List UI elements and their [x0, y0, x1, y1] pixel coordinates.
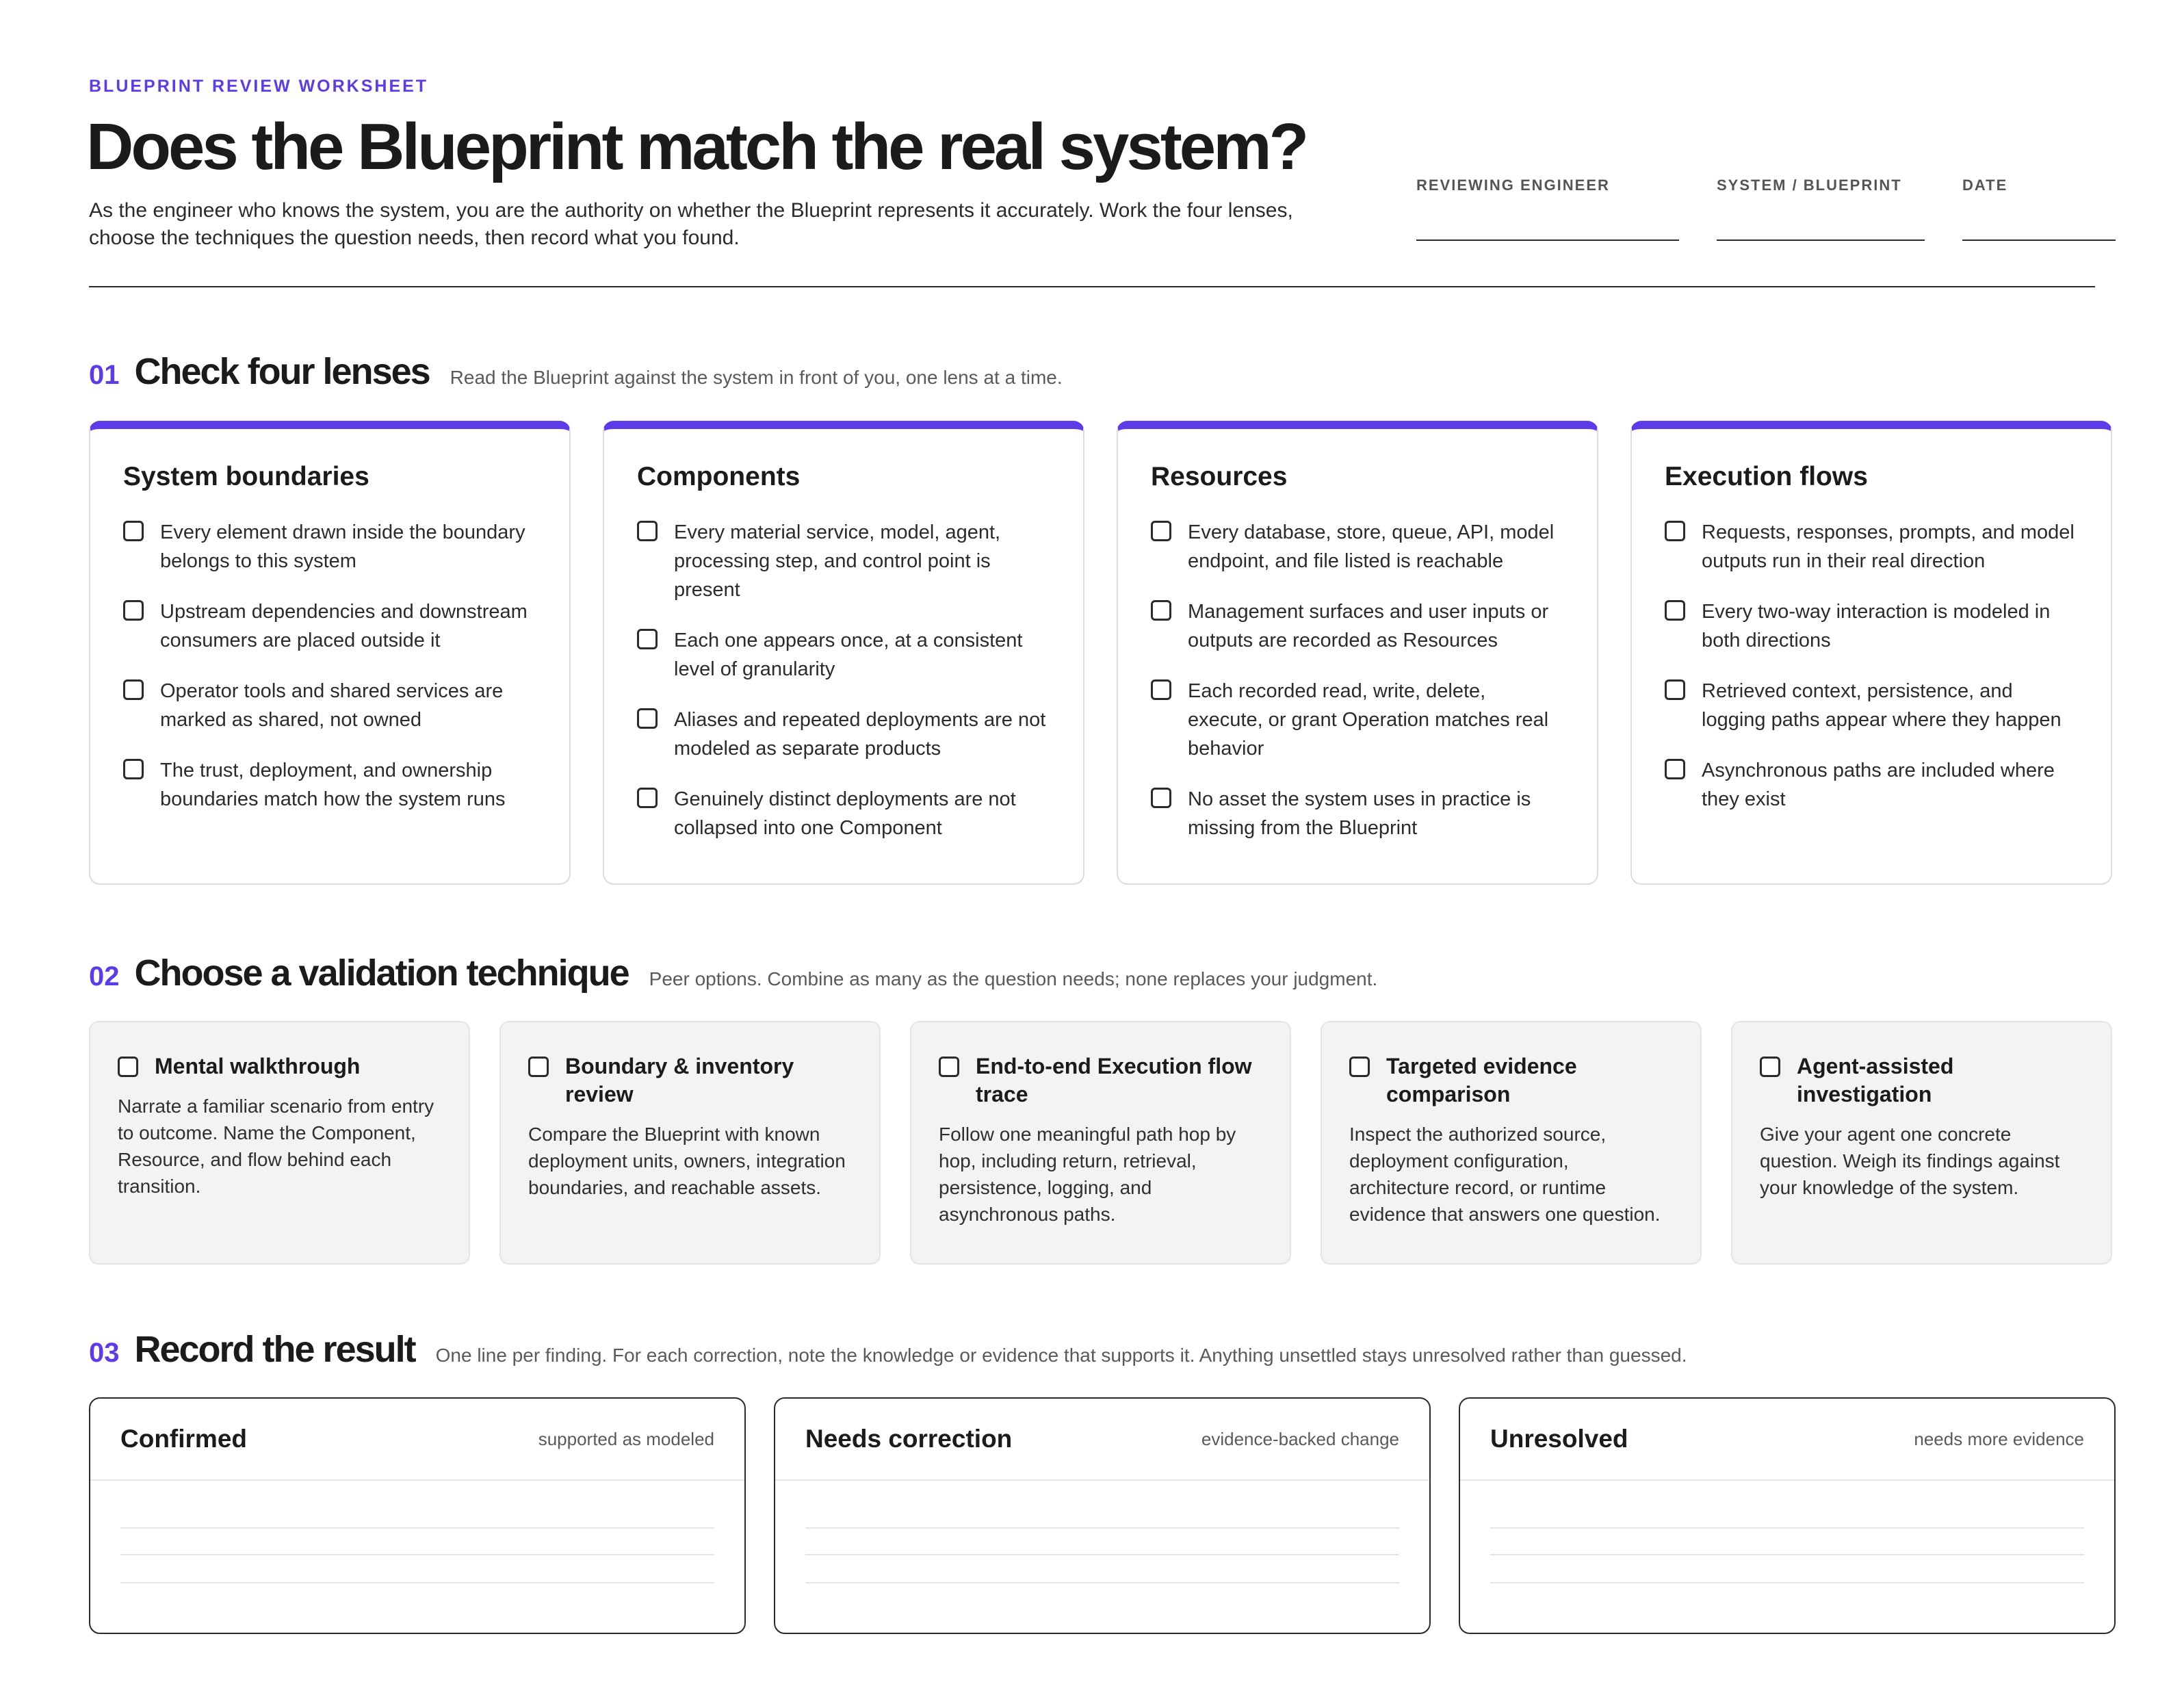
technique-card-mental-walkthrough[interactable] [89, 1021, 470, 1265]
lens-check-text: Upstream dependencies and downstream consumers are placed outside it [160, 601, 528, 651]
lens-check-item[interactable] [1665, 597, 2079, 655]
result-subtitle: evidence-backed change [1201, 1428, 1399, 1449]
checkbox[interactable] [1151, 521, 1171, 541]
technique-description: Inspect the authorized source, deployment configuration, architecture record, or runtime evidence that answers one question. [1349, 1124, 1661, 1225]
system-blueprint-label: SYSTEM / BLUEPRINT [1717, 177, 1902, 194]
section-number: 02 [89, 961, 120, 992]
lens-check-item[interactable] [1151, 518, 1565, 575]
page-subtitle: As the engineer who knows the system, you are the authority on whether the Blueprint represents it accurately. Work the four lenses, choose the techniques the question needs, then record what you found. [89, 199, 1293, 249]
lens-check-item[interactable] [1665, 518, 2079, 575]
write-line[interactable] [120, 1527, 714, 1529]
section-title: Record the result [134, 1329, 415, 1370]
lens-check-item[interactable] [637, 518, 1052, 604]
technique-description: Narrate a familiar scenario from entry to outcome. Name the Component, Resource, and flow behind each transition. [118, 1096, 434, 1197]
lens-check-text: Genuinely distinct deployments are not collapsed into one Component [674, 788, 1016, 839]
lens-check-item[interactable] [637, 785, 1052, 842]
technique-name: Targeted evidence comparison [1386, 1054, 1577, 1106]
header-divider [89, 286, 2095, 287]
section-02-heading [89, 952, 1377, 994]
result-subtitle: supported as modeled [538, 1428, 714, 1449]
date-field[interactable] [1962, 177, 2007, 194]
section-01-heading [89, 350, 1063, 393]
system-blueprint-field[interactable] [1717, 177, 1902, 194]
lens-check-text: Every material service, model, agent, processing step, and control point is present [674, 521, 1001, 601]
result-card-unresolved [1459, 1397, 2116, 1634]
technique-card-boundary-inventory[interactable] [499, 1021, 881, 1265]
lens-check-item[interactable] [637, 705, 1052, 763]
lens-check-item[interactable] [1665, 756, 2079, 814]
lens-card-components [603, 421, 1084, 885]
technique-description: Compare the Blueprint with known deployment units, owners, integration boundaries, and reachable assets. [528, 1124, 846, 1198]
lens-card-execution-flows [1630, 421, 2112, 885]
section-number: 01 [89, 360, 120, 390]
lens-check-text: Each one appears once, at a consistent level of granularity [674, 630, 1023, 680]
lens-check-text: Asynchronous paths are included where they exist [1702, 760, 2055, 810]
technique-name: End-to-end Execution flow trace [976, 1054, 1252, 1106]
worksheet-eyebrow: BLUEPRINT REVIEW WORKSHEET [89, 77, 429, 96]
lens-check-text: Every database, store, queue, API, model endpoint, and file listed is reachable [1188, 521, 1555, 572]
lens-card-resources [1117, 421, 1598, 885]
lens-title: System boundaries [123, 462, 369, 491]
date-line[interactable] [1962, 239, 2116, 241]
checkbox[interactable] [637, 521, 658, 541]
lens-title: Execution flows [1665, 462, 1868, 491]
lens-check-text: Operator tools and shared services are marked as shared, not owned [160, 680, 504, 731]
lens-check-item[interactable] [123, 677, 538, 734]
lens-check-item[interactable] [637, 626, 1052, 684]
checkbox[interactable] [1151, 788, 1171, 808]
checkbox[interactable] [1760, 1057, 1780, 1077]
technique-card-evidence-comparison[interactable] [1321, 1021, 1702, 1265]
lens-check-item[interactable] [1151, 597, 1565, 655]
lens-check-item[interactable] [1665, 677, 2079, 734]
checkbox[interactable] [1665, 679, 1685, 700]
result-title: Needs correction [805, 1425, 1013, 1453]
technique-description: Give your agent one concrete question. Weigh its findings against your knowledge of the system. [1760, 1124, 2060, 1198]
checkbox[interactable] [1151, 679, 1171, 700]
checkbox[interactable] [939, 1057, 959, 1077]
technique-name: Mental walkthrough [155, 1054, 361, 1078]
write-line[interactable] [1490, 1527, 2084, 1529]
lens-check-text: Retrieved context, persistence, and logging paths appear where they happen [1702, 680, 2062, 731]
reviewing-engineer-label: REVIEWING ENGINEER [1416, 177, 1610, 194]
lens-card-system-boundaries [89, 421, 571, 885]
lens-check-text: No asset the system uses in practice is missing from the Blueprint [1188, 788, 1531, 839]
lens-check-item[interactable] [123, 518, 538, 575]
checkbox[interactable] [1665, 759, 1685, 779]
technique-card-agent-assisted[interactable] [1731, 1021, 2112, 1265]
checkbox[interactable] [528, 1057, 549, 1077]
section-03-heading [89, 1328, 1687, 1371]
lens-check-text: Management surfaces and user inputs or outputs are recorded as Resources [1188, 601, 1549, 651]
reviewing-engineer-field[interactable] [1416, 177, 1610, 194]
result-title: Unresolved [1490, 1425, 1628, 1453]
lens-check-item[interactable] [123, 756, 538, 814]
write-line[interactable] [1490, 1554, 2084, 1555]
section-title: Check four lenses [134, 351, 430, 392]
technique-description: Follow one meaningful path hop by hop, including return, retrieval, persistence, logging, and asynchronous paths. [939, 1124, 1236, 1225]
checkbox[interactable] [1349, 1057, 1370, 1077]
checkbox[interactable] [637, 629, 658, 649]
lens-check-text: Requests, responses, prompts, and model outputs run in their real direction [1702, 521, 2075, 572]
section-title: Choose a validation technique [134, 953, 629, 994]
lens-check-item[interactable] [1151, 677, 1565, 763]
checkbox[interactable] [123, 759, 144, 779]
result-card-needs-correction [774, 1397, 1431, 1634]
checkbox[interactable] [123, 679, 144, 700]
technique-card-flow-trace[interactable] [910, 1021, 1291, 1265]
result-card-confirmed [89, 1397, 746, 1634]
lens-check-text: Aliases and repeated deployments are not modeled as separate products [674, 709, 1046, 760]
date-label: DATE [1962, 177, 2008, 194]
write-line[interactable] [1490, 1582, 2084, 1583]
lens-check-text: Every element drawn inside the boundary belongs to this system [160, 521, 525, 572]
checkbox[interactable] [1665, 600, 1685, 621]
lens-check-text: Each recorded read, write, delete, execute, or grant Operation matches real behavior [1188, 680, 1549, 760]
system-blueprint-line[interactable] [1717, 239, 1925, 241]
section-note: Peer options. Combine as many as the question needs; none replaces your judgment. [649, 968, 1378, 989]
checkbox[interactable] [637, 788, 658, 808]
lens-check-item[interactable] [1151, 785, 1565, 842]
lens-check-item[interactable] [123, 597, 538, 655]
checkbox[interactable] [637, 708, 658, 729]
section-note: One line per finding. For each correction, note the knowledge or evidence that supports it. Anything unsettled stays unresolved rather than guessed. [435, 1345, 1687, 1366]
write-line[interactable] [120, 1582, 714, 1583]
write-line[interactable] [120, 1554, 714, 1555]
page-title: Does the Blueprint match the real system? [86, 110, 1307, 183]
lens-check-text: The trust, deployment, and ownership boundaries match how the system runs [160, 760, 506, 810]
technique-name: Agent-assisted investigation [1797, 1054, 1954, 1106]
lens-title: Components [637, 462, 801, 491]
section-number: 03 [89, 1338, 120, 1368]
checkbox[interactable] [123, 521, 144, 541]
checkbox[interactable] [118, 1057, 138, 1077]
lens-title: Resources [1151, 462, 1288, 491]
technique-name: Boundary & inventory review [565, 1054, 794, 1106]
write-line[interactable] [805, 1554, 1399, 1555]
lens-check-text: Every two-way interaction is modeled in both directions [1702, 601, 2051, 651]
checkbox[interactable] [1151, 600, 1171, 621]
result-title: Confirmed [120, 1425, 247, 1453]
section-note: Read the Blueprint against the system in front of you, one lens at a time. [450, 367, 1063, 388]
checkbox[interactable] [123, 600, 144, 621]
checkbox[interactable] [1665, 521, 1685, 541]
write-line[interactable] [805, 1527, 1399, 1529]
write-line[interactable] [805, 1582, 1399, 1583]
result-subtitle: needs more evidence [1914, 1428, 2084, 1449]
reviewing-engineer-line[interactable] [1416, 239, 1679, 241]
